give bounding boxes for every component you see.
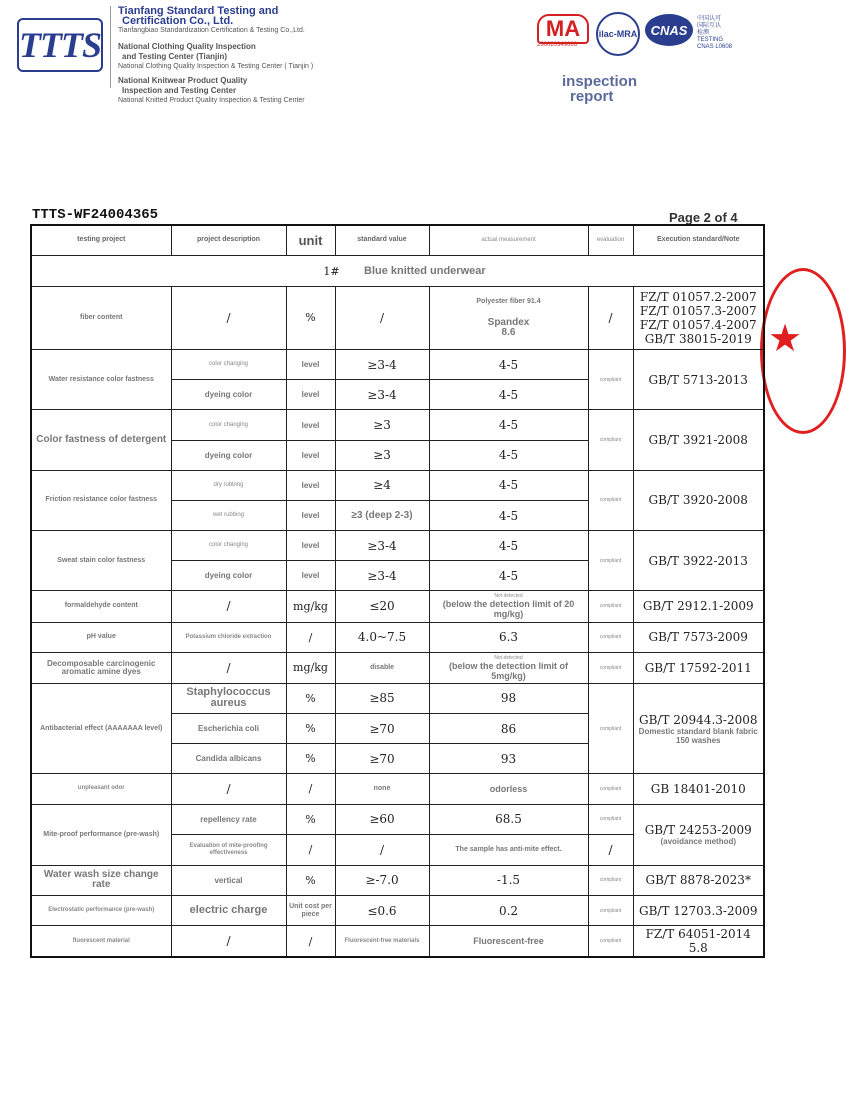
standard-cell: Fluorescent-free materials	[335, 926, 429, 957]
method-cell	[633, 926, 764, 957]
method-line: FZ/T 01057.3-2007	[639, 303, 757, 318]
method-cell: GB/T 3922-2013	[633, 531, 764, 591]
unit-cell: /	[286, 622, 335, 652]
method-cell: GB/T 3921-2008	[633, 410, 764, 470]
measured-cell: -1.5	[429, 865, 588, 895]
standard-cell: ≤20	[335, 591, 429, 622]
description-cell: color changing	[171, 531, 286, 561]
ilac-mra-logo: ilac-MRA	[596, 12, 640, 56]
table-row	[31, 774, 764, 804]
project-cell: pH value	[31, 622, 171, 652]
unit-cell: /	[286, 774, 335, 804]
method-cell: GB/T 8878-2023*	[633, 865, 764, 895]
cnas-text-line: 中国认可	[697, 16, 722, 22]
description-cell: electric charge	[171, 895, 286, 925]
description-cell: /	[171, 591, 286, 622]
cnas-text	[697, 16, 757, 51]
header-unit: unit	[286, 225, 335, 255]
unit-cell: /	[286, 834, 335, 865]
standard-cell: /	[335, 834, 429, 865]
standard-cell: ≥60	[335, 804, 429, 834]
evaluation-cell: compliant	[588, 591, 633, 622]
evaluation-cell: compliant	[588, 926, 633, 957]
cnas-text-line: 国际互认	[697, 23, 722, 29]
table-row	[31, 531, 764, 561]
method-cell: GB/T 12703.3-2009	[633, 895, 764, 925]
method-cell: GB 18401-2010	[633, 774, 764, 804]
evaluation-cell: /	[588, 286, 633, 349]
method-cell: GB/T 5713-2013	[633, 350, 764, 410]
org-line: Tianfang Standard Testing and	[118, 5, 279, 17]
unit-cell: %	[286, 744, 335, 774]
table-row	[31, 470, 764, 500]
unit-cell: /	[286, 926, 335, 957]
description-cell: vertical	[171, 865, 286, 895]
standard-cell: ≥70	[335, 744, 429, 774]
description-cell: Potassium chloride extraction	[171, 622, 286, 652]
cma-number: 230020349666	[537, 42, 578, 48]
method-line: 5.8	[688, 941, 708, 956]
header-divider	[110, 6, 111, 88]
standard-cell: 4.0~7.5	[335, 622, 429, 652]
unit-cell: level	[286, 380, 335, 410]
measured-cell: 4-5	[429, 350, 588, 380]
sample-number: 1#	[323, 264, 340, 278]
standard-cell: /	[335, 286, 429, 349]
project-cell: Decomposable carcinogenic aromatic amine dyes	[31, 652, 171, 683]
evaluation-cell: compliant	[588, 652, 633, 683]
measured-line: Polyester fiber 91.4	[476, 297, 541, 305]
org-line: National Clothing Quality Inspection	[118, 42, 256, 51]
project-cell: formaldehyde content	[31, 591, 171, 622]
table-row	[31, 591, 764, 622]
report-title-line: inspection	[562, 73, 638, 90]
project-cell: unpleasant odor	[31, 774, 171, 804]
project-cell: Antibacterial effect (AAAAAAA level)	[31, 683, 171, 773]
unit-cell: level	[286, 440, 335, 470]
table-row	[31, 286, 764, 349]
method-note: Domestic standard blank fabric	[638, 726, 758, 736]
method-cell: GB/T 7573-2009	[633, 622, 764, 652]
description-cell: /	[171, 774, 286, 804]
measured-line: (below the detection limit of 5mg/kg)	[449, 660, 568, 681]
org-line: Certification Co., Ltd.	[122, 15, 234, 27]
evaluation-cell: compliant	[588, 895, 633, 925]
table-row	[31, 926, 764, 957]
cma-logo: MA	[537, 14, 589, 44]
method-line: FZ/T 64051-2014	[645, 927, 751, 942]
cnas-logo: CNAS	[645, 14, 693, 46]
standard-cell: disable	[335, 652, 429, 683]
evaluation-cell: compliant	[588, 531, 633, 591]
method-note: (avoidance method)	[660, 837, 737, 847]
project-cell: Sweat stain color fastness	[31, 531, 171, 591]
method-cell	[633, 804, 764, 865]
description-cell: color changing	[171, 350, 286, 380]
standard-cell: ≥3 (deep 2-3)	[335, 500, 429, 530]
organization-names	[118, 6, 358, 106]
table-row	[31, 895, 764, 925]
unit-cell: level	[286, 410, 335, 440]
unit-cell: mg/kg	[286, 591, 335, 622]
description-cell: Escherichia coli	[171, 714, 286, 744]
project-cell: Electrostatic performance (pre-wash)	[31, 895, 171, 925]
evaluation-cell: compliant	[588, 350, 633, 410]
standard-cell: ≥3-4	[335, 561, 429, 591]
measured-cell: 6.3	[429, 622, 588, 652]
description-cell: Evaluation of mite-proofing effectiveness	[171, 834, 286, 865]
unit-cell: %	[286, 714, 335, 744]
unit-cell: %	[286, 683, 335, 713]
evaluation-cell: compliant	[588, 804, 633, 834]
standard-cell: ≥3-4	[335, 350, 429, 380]
table-row	[31, 865, 764, 895]
measured-cell: odorless	[429, 774, 588, 804]
measured-cell: 4-5	[429, 531, 588, 561]
cnas-text-line: 检测	[697, 30, 710, 36]
description-cell: color changing	[171, 410, 286, 440]
project-cell: Water wash size change rate	[31, 865, 171, 895]
evaluation-cell: compliant	[588, 774, 633, 804]
table-row	[31, 350, 764, 380]
method-line: FZ/T 01057.4-2007	[639, 317, 757, 332]
measured-cell: 4-5	[429, 380, 588, 410]
unit-cell: level	[286, 531, 335, 561]
measured-cell: 4-5	[429, 410, 588, 440]
evaluation-cell: compliant	[588, 622, 633, 652]
unit-cell: level	[286, 350, 335, 380]
header-standard: standard value	[335, 225, 429, 255]
project-cell: Friction resistance color fastness	[31, 470, 171, 530]
description-cell: repellency rate	[171, 804, 286, 834]
measured-line: 8.6	[501, 326, 516, 338]
org-line: Tianfangbiao Standardization Certification & Testing Co.,Ltd.	[118, 27, 305, 34]
table-row	[31, 804, 764, 834]
standard-cell: ≥4	[335, 470, 429, 500]
standard-cell: ≥3-4	[335, 531, 429, 561]
measured-cell	[429, 652, 588, 683]
standard-cell: ≥85	[335, 683, 429, 713]
method-line: GB/T 38015-2019	[644, 331, 752, 346]
seal-star-icon: ★	[768, 318, 803, 360]
table-row	[31, 622, 764, 652]
org-line: and Testing Center (Tianjin)	[122, 52, 228, 61]
method-line: GB/T 24253-2009	[644, 823, 752, 838]
sample-row	[31, 255, 764, 286]
measured-cell: 68.5	[429, 804, 588, 834]
measured-cell: 93	[429, 744, 588, 774]
report-title-line: report	[570, 88, 614, 105]
description-cell: Candida albicans	[171, 744, 286, 774]
measured-line: (below the detection limit of 20 mg/kg)	[442, 599, 575, 620]
method-line: GB/T 20944.3-2008	[639, 712, 758, 727]
unit-cell: %	[286, 286, 335, 349]
table-row	[31, 683, 764, 713]
standard-cell: ≥3-4	[335, 380, 429, 410]
measured-cell: 4-5	[429, 561, 588, 591]
sample-name: Blue knitted underwear	[364, 264, 486, 277]
description-cell: /	[171, 286, 286, 349]
unit-cell: %	[286, 804, 335, 834]
project-cell: Color fastness of detergent	[31, 410, 171, 470]
sample-cell	[31, 255, 764, 286]
report-title	[562, 74, 682, 104]
standard-cell: ≥3	[335, 410, 429, 440]
evaluation-cell: compliant	[588, 470, 633, 530]
description-cell: /	[171, 652, 286, 683]
project-cell: fiber content	[31, 286, 171, 349]
org-line: National Knitwear Product Quality	[118, 76, 248, 85]
unit-cell: %	[286, 865, 335, 895]
document-id: TTTS-WF24004365	[32, 207, 159, 223]
description-cell: Staphylococcus aureus	[171, 683, 286, 713]
standard-cell: ≥-7.0	[335, 865, 429, 895]
evaluation-cell: compliant	[588, 683, 633, 773]
description-cell: dyeing color	[171, 380, 286, 410]
company-logo: TTTS	[17, 18, 103, 72]
table-header-row	[31, 225, 764, 255]
table-row	[31, 410, 764, 440]
measured-line: Spandex	[487, 316, 530, 328]
measured-cell: 4-5	[429, 440, 588, 470]
table-row	[31, 652, 764, 683]
inspection-results-table	[30, 224, 765, 958]
evaluation-cell: compliant	[588, 410, 633, 470]
description-cell: dyeing color	[171, 561, 286, 591]
header-method: Execution standard/Note	[633, 225, 764, 255]
header-evaluation: evaluation	[588, 225, 633, 255]
standard-cell: ≥3	[335, 440, 429, 470]
description-cell: dyeing color	[171, 440, 286, 470]
standard-cell: ≥70	[335, 714, 429, 744]
evaluation-cell: /	[588, 834, 633, 865]
measured-line: Not detected	[494, 593, 523, 600]
measured-cell: Fluorescent-free	[429, 926, 588, 957]
method-cell: GB/T 2912.1-2009	[633, 591, 764, 622]
measured-cell: 4-5	[429, 500, 588, 530]
measured-cell: The sample has anti-mite effect.	[429, 834, 588, 865]
measured-cell: 98	[429, 683, 588, 713]
measured-cell	[429, 286, 588, 349]
unit-cell: level	[286, 500, 335, 530]
header-measured: actual measurement	[429, 225, 588, 255]
standard-cell: ≤0.6	[335, 895, 429, 925]
header-description: project description	[171, 225, 286, 255]
unit-cell: mg/kg	[286, 652, 335, 683]
method-line: FZ/T 01057.2-2007	[639, 289, 757, 304]
measured-cell: 4-5	[429, 470, 588, 500]
description-cell: wet rubbing	[171, 500, 286, 530]
measured-cell	[429, 591, 588, 622]
method-cell	[633, 286, 764, 349]
description-cell: dry rubbing	[171, 470, 286, 500]
method-cell: GB/T 3920-2008	[633, 470, 764, 530]
method-note: 150 washes	[676, 735, 721, 745]
unit-cell: Unit cost per piece	[286, 895, 335, 925]
measured-cell: 0.2	[429, 895, 588, 925]
cnas-text-line: CNAS L0608	[697, 44, 733, 50]
project-cell: fluorescent material	[31, 926, 171, 957]
cnas-text-line: TESTING	[697, 37, 724, 43]
project-cell: Water resistance color fastness	[31, 350, 171, 410]
evaluation-cell: compliant	[588, 865, 633, 895]
unit-cell: level	[286, 561, 335, 591]
org-line: National Clothing Quality Inspection & Testing Center ( Tianjin )	[118, 63, 314, 70]
unit-cell: level	[286, 470, 335, 500]
standard-cell: none	[335, 774, 429, 804]
org-line: National Knitted Product Quality Inspection & Testing Center	[118, 97, 305, 104]
measured-cell: 86	[429, 714, 588, 744]
project-cell: Mite-proof performance (pre-wash)	[31, 804, 171, 865]
method-cell	[633, 683, 764, 773]
method-cell: GB/T 17592-2011	[633, 652, 764, 683]
description-cell: /	[171, 926, 286, 957]
page-number: Page 2 of 4	[669, 210, 738, 225]
header-project: testing project	[31, 225, 171, 255]
measured-line: Not detected	[494, 654, 523, 661]
org-line: Inspection and Testing Center	[122, 86, 237, 95]
